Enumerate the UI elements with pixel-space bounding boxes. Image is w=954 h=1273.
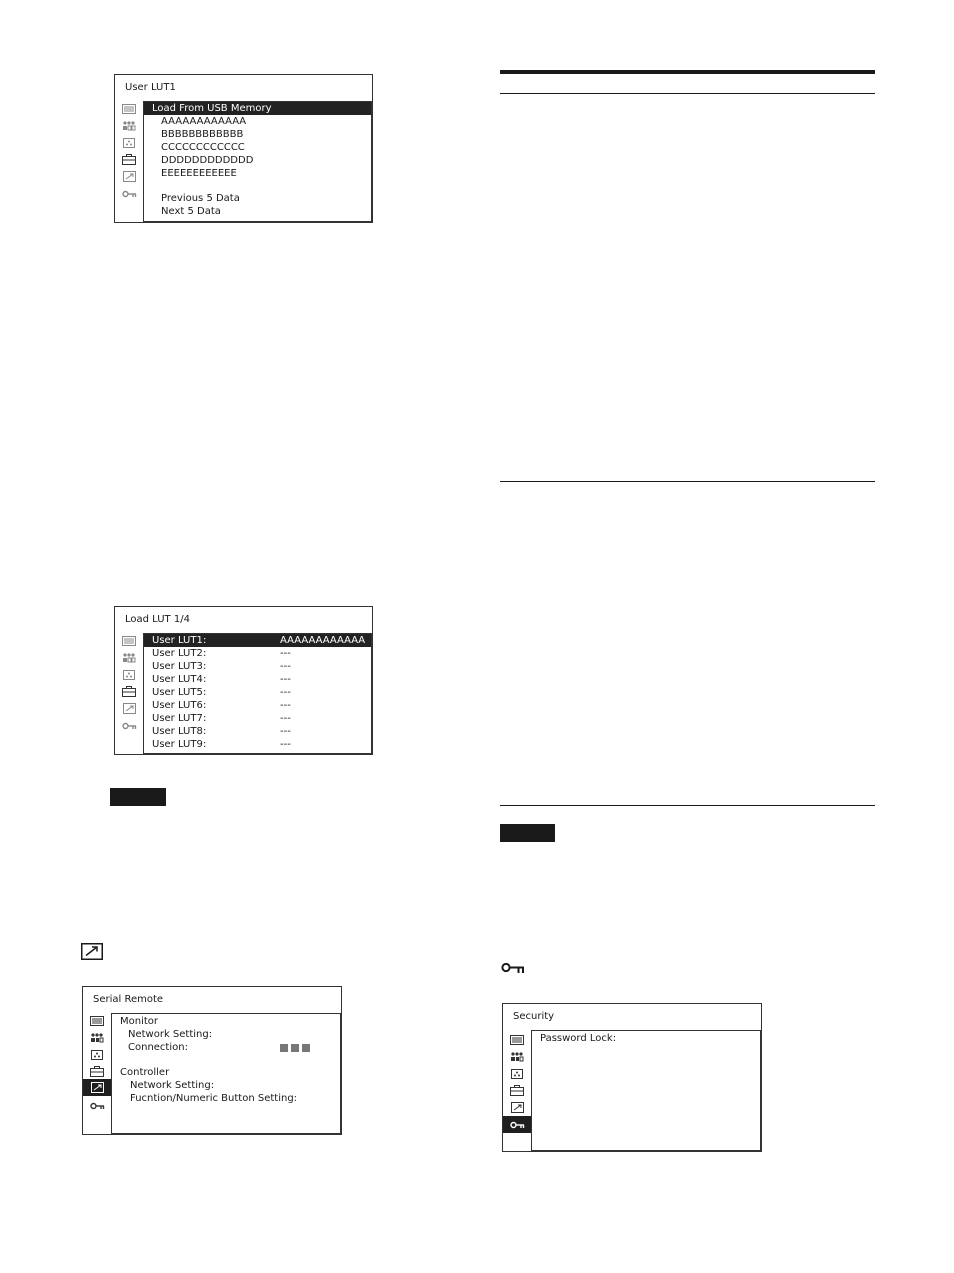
arrow-icon[interactable] <box>503 1100 531 1115</box>
list-icon[interactable] <box>115 101 143 116</box>
key-icon[interactable] <box>83 1098 111 1113</box>
note-badge <box>500 824 555 842</box>
people-icon[interactable] <box>83 1030 111 1045</box>
toolbox-icon[interactable] <box>503 1083 531 1098</box>
lut-slot-row[interactable]: User LUT8 : --- <box>152 726 291 737</box>
key-icon[interactable] <box>115 718 143 733</box>
load-lut-menu <box>114 606 373 755</box>
lut-slot-row[interactable]: User LUT6 : --- <box>152 700 291 711</box>
lut-slot-row[interactable]: User LUT2 : --- <box>152 648 291 659</box>
usb-file-item[interactable]: DDDDDDDDDDDD <box>161 155 254 166</box>
user-lut1-menu <box>114 74 373 223</box>
menu-title: Load LUT 1/4 <box>125 614 190 625</box>
usb-file-item[interactable]: EEEEEEEEEEEE <box>161 168 237 179</box>
usb-file-item[interactable]: CCCCCCCCCCCC <box>161 142 245 153</box>
color-dots-icon[interactable] <box>115 135 143 150</box>
menu-content-panel <box>531 1030 761 1151</box>
people-icon[interactable] <box>115 650 143 665</box>
monitor-connection[interactable]: Connection: <box>112 1041 340 1054</box>
connection-status-indicator <box>280 1044 310 1052</box>
lut-slot-row[interactable]: User LUT7 : --- <box>152 713 291 724</box>
key-icon <box>501 962 525 974</box>
password-lock-setting[interactable]: Password Lock: <box>540 1033 617 1044</box>
lut-slot-row[interactable]: User LUT5 : --- <box>152 687 291 698</box>
list-icon[interactable] <box>115 633 143 648</box>
serial-remote-menu <box>82 986 342 1135</box>
menu-content-panel <box>143 101 372 222</box>
arrow-icon[interactable] <box>115 169 143 184</box>
previous-data-item[interactable]: Previous 5 Data <box>161 193 240 204</box>
section-rule <box>500 805 875 806</box>
arrow-icon <box>81 943 103 960</box>
lut-slot-row[interactable]: User LUT9 : --- <box>152 739 291 750</box>
function-button-setting[interactable]: Fucntion/Numeric Button Setting: <box>130 1093 298 1104</box>
usb-file-item[interactable]: BBBBBBBBBBBB <box>161 129 244 140</box>
controller-heading: Controller <box>120 1067 170 1078</box>
list-icon[interactable] <box>503 1032 531 1047</box>
arrow-icon[interactable] <box>83 1079 111 1096</box>
lut-slot-row[interactable]: User LUT4 : --- <box>152 674 291 685</box>
arrow-icon[interactable] <box>115 701 143 716</box>
color-dots-icon[interactable] <box>83 1047 111 1062</box>
toolbox-icon[interactable] <box>83 1064 111 1079</box>
menu-content-panel <box>143 633 372 754</box>
menu-content-panel <box>111 1013 341 1134</box>
color-dots-icon[interactable] <box>503 1066 531 1081</box>
security-menu <box>502 1003 762 1152</box>
menu-title: User LUT1 <box>125 82 176 93</box>
monitor-network-setting[interactable]: Network Setting: <box>128 1029 213 1040</box>
monitor-heading: Monitor <box>120 1016 159 1027</box>
lut-slot-row[interactable]: User LUT1 : AAAAAAAAAAAA <box>144 634 371 647</box>
load-from-usb-item[interactable]: Load From USB Memory <box>144 102 371 115</box>
toolbox-icon[interactable] <box>115 152 143 167</box>
section-rule <box>500 93 875 94</box>
color-dots-icon[interactable] <box>115 667 143 682</box>
menu-title: Security <box>513 1011 555 1022</box>
section-rule <box>500 481 875 482</box>
key-icon[interactable] <box>115 186 143 201</box>
section-rule-heavy <box>500 70 875 74</box>
people-icon[interactable] <box>503 1049 531 1064</box>
usb-file-item[interactable]: AAAAAAAAAAAA <box>161 116 247 127</box>
note-badge <box>110 788 166 806</box>
menu-title: Serial Remote <box>93 994 164 1005</box>
lut-slot-row[interactable]: User LUT3 : --- <box>152 661 291 672</box>
people-icon[interactable] <box>115 118 143 133</box>
toolbox-icon[interactable] <box>115 684 143 699</box>
next-data-item[interactable]: Next 5 Data <box>161 206 221 217</box>
list-icon[interactable] <box>83 1013 111 1028</box>
key-icon[interactable] <box>503 1116 531 1133</box>
controller-network-setting[interactable]: Network Setting: <box>130 1080 215 1091</box>
